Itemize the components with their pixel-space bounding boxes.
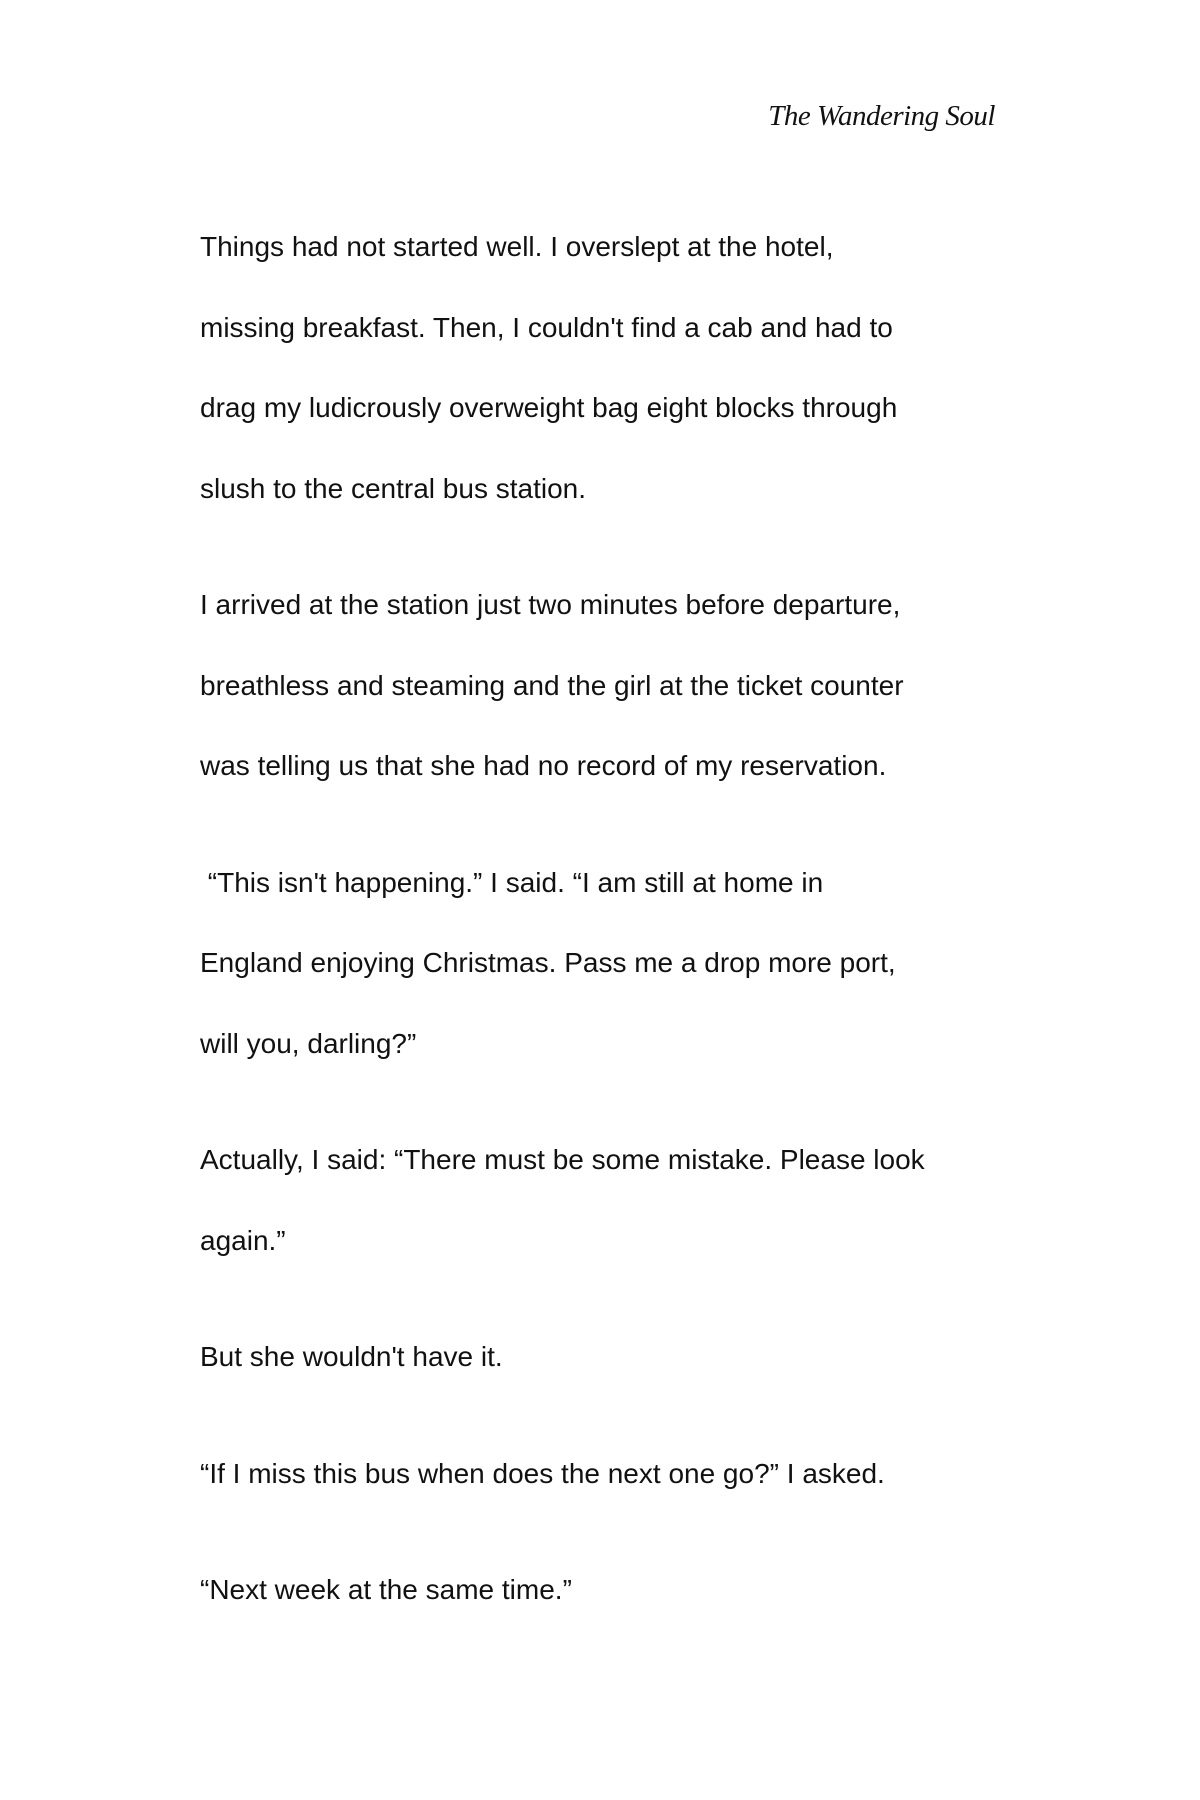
text-line: “This isn't happening.” I said. “I am still at home in [200, 866, 824, 898]
text-line: But she wouldn't have it. [200, 1341, 503, 1372]
text-line: breathless and steaming and the girl at the ticket counter [200, 669, 904, 701]
text-line: I arrived at the station just two minutes before departure, [200, 589, 901, 620]
paragraph-spacer [200, 1514, 1000, 1550]
paragraph [200, 1120, 1000, 1281]
text-line: drag my ludicrously overweight bag eight blocks through [200, 392, 898, 423]
paragraph [200, 207, 1000, 529]
text-line: missing breakfast. Then, I couldn't find a cab and had to [200, 311, 893, 343]
text-line: will you, darling?” [200, 1027, 417, 1059]
paragraph [200, 565, 1000, 807]
paragraph-spacer [200, 529, 1000, 565]
text-line: slush to the central bus station. [200, 472, 586, 504]
text-line: “Next week at the same time.” [200, 1574, 572, 1605]
text-line: was telling us that she had no record of my reservation. [200, 750, 887, 781]
text-line: again.” [200, 1224, 286, 1256]
body-text [200, 207, 1000, 1631]
paragraph [200, 1550, 1000, 1631]
text-line: England enjoying Christmas. Pass me a drop more port, [200, 947, 896, 978]
text-line: “If I miss this bus when does the next one go?” I asked. [200, 1457, 885, 1489]
text-line: Actually, I said: “There must be some mistake. Please look [200, 1144, 925, 1175]
paragraph [200, 843, 1000, 1085]
paragraph [200, 1317, 1000, 1398]
paragraph [200, 1434, 1000, 1515]
paragraph-spacer [200, 1398, 1000, 1434]
paragraph-spacer [200, 1281, 1000, 1317]
paragraph-spacer [200, 807, 1000, 843]
paragraph-spacer [200, 1084, 1000, 1120]
text-line: Things had not started well. I overslept at the hotel, [200, 231, 834, 262]
running-header-title: The Wandering Soul [768, 100, 995, 132]
